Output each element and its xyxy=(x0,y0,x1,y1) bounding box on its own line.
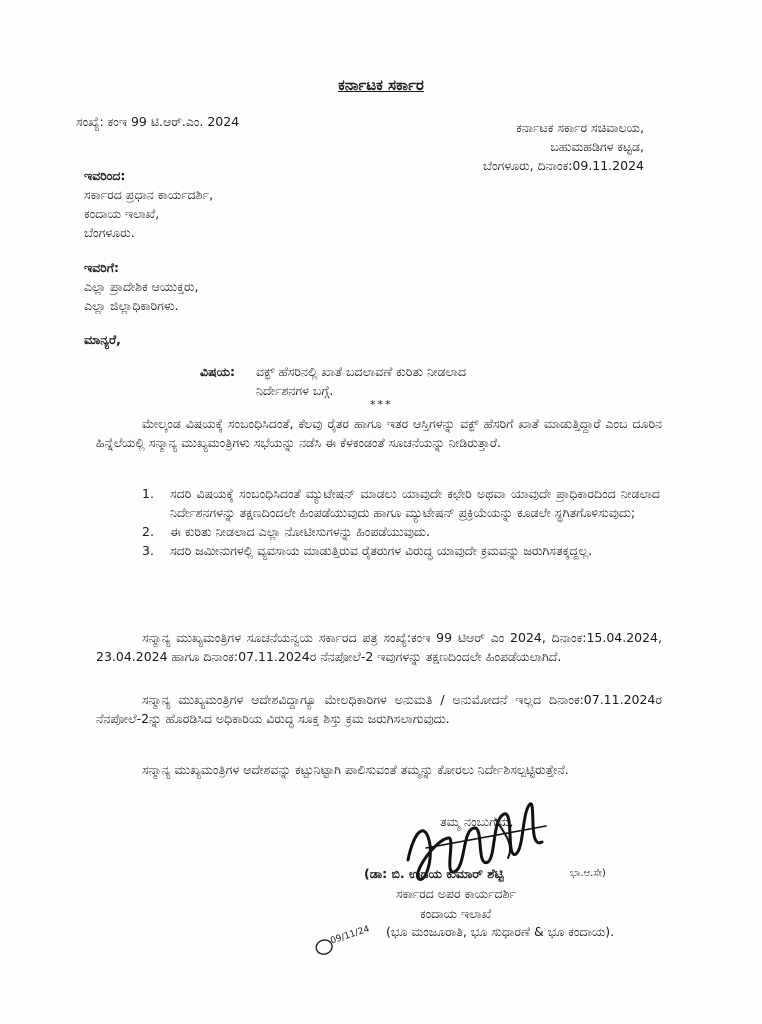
to-line-1: ಎಲ್ಲಾ ಪ್ರಾದೇಶಿಕ ಆಯುಕ್ತರು, xyxy=(84,279,199,294)
from-line-2: ಕಂದಾಯ ಇಲಾಖೆ, xyxy=(84,206,160,221)
signatory-service: ಭಾ.ಆ.ಸೇ) xyxy=(570,868,606,879)
directive-paragraph: ಸನ್ಮಾನ್ಯ ಮುಖ್ಯಮಂತ್ರಿಗಳ ಆದೇಶವನ್ನು ಕಟ್ಟುನಿಟ್ಟಾಗಿ ಪಾಲಿಸುವಂತೆ ತಮ್ಮನ್ನು ಕೋರಲು ನಿರ್ದೇಶಿಸಲ್ಪಟ್ಟಿರುತ್ತೇನೆ. xyxy=(142,762,569,777)
page-title: ಕರ್ನಾಟಕ ಸರ್ಕಾರ xyxy=(338,76,424,94)
office-address xyxy=(400,118,644,175)
to-block xyxy=(84,258,198,315)
list-item-number: 3. xyxy=(142,543,154,558)
withdrawal-paragraph: ಸನ್ಮಾನ್ಯ ಮುಖ್ಯಮಂತ್ರಿಗಳ ಸೂಚನೆಯನ್ವಯ ಸರ್ಕಾರದ ಪತ್ರ ಸಂಖ್ಯೆ:ಕಂಇ 99 ಟಿಆರ್ ಎಂ 2024, ದಿನಾಂಕ:15.04.2024, 23.04.2024 ಹಾಗೂ ದಿನಾಂಕ:07.11.2024ರ ನೆನಪೋಲೆ-2 ಇವುಗಳನ್ನು ತಕ್ಷಣದಿಂದಲೇ ಹಿಂಪಡೆಯಲಾಗಿದೆ. xyxy=(96,630,662,664)
signatory-name: (ಡಾ: ಬಿ. ಉದಯ ಕುಮಾರ್ ಶೆಟ್ಟಿ xyxy=(364,866,504,881)
list-item-text: ಸದರಿ ವಿಷಯಕ್ಕೆ ಸಂಬಂಧಿಸಿದಂತೆ ಮ್ಯುಟೇಷನ್ ಮಾಡಲು ಯಾವುದೇ ಕಛೇರಿ ಅಥವಾ ಯಾವುದೇ ಪ್ರಾಧಿಕಾರದಿಂದ ನೀಡಲಾದ ನಿರ್ದೇಶನಗಳನ್ನು ತಕ್ಷಣದಿಂದಲೇ ಹಿಂಪಡೆಯುವುದು ಹಾಗೂ ಮ್ಯುಟೇಷನ್ ಪ್ರಕ್ರಿಯೆಯನ್ನು ಕೂಡಲೇ ಸ್ಥಗಿತಗೊಳಿಸುವುದು; xyxy=(170,486,660,520)
signatory-designation: ಸರ್ಕಾರದ ಅಪರ ಕಾರ್ಯದರ್ಶಿ xyxy=(396,886,516,901)
list-item xyxy=(142,541,660,560)
initial-stamp-date: 09/11/24 xyxy=(329,924,371,947)
reference-number: ಸಂಖ್ಯೆ: ಕಂಇ 99 ಟಿ.ಆರ್.ಎಂ. 2024 xyxy=(76,114,240,129)
list-item xyxy=(142,484,660,522)
subject-label: ವಿಷಯ: xyxy=(200,364,235,379)
salutation: ಮಾನ್ಯರೆ, xyxy=(84,332,121,347)
to-label: ಇವರಿಗೆ: xyxy=(84,260,120,275)
initial-stamp xyxy=(311,923,369,966)
from-block xyxy=(84,166,213,242)
list-item xyxy=(142,522,660,541)
disciplinary-paragraph: ಸನ್ಮಾನ್ಯ ಮುಖ್ಯಮಂತ್ರಿಗಳ ಆದೇಶವಿದ್ದಾಗ್ಯೂ ಮೇಲಧಿಕಾರಿಗಳ ಅನುಮತಿ / ಅನುಮೋದನೆ ಇಲ್ಲದ ದಿನಾಂಕ:07.11.2024ರ ನೆನಪೋಲೆ-2ನ್ನು ಹೊರಡಿಸಿದ ಅಧಿಕಾರಿಯ ವಿರುದ್ಧ ಸೂಕ್ತ ಶಿಸ್ತು ಕ್ರಮ ಜರುಗಿಸಲಾಗುವುದು. xyxy=(96,692,662,726)
office-address-line-1: ಕರ್ನಾಟಕ ಸರ್ಕಾರ ಸಚಿವಾಲಯ, xyxy=(516,120,644,135)
separator-stars: *** xyxy=(370,398,393,411)
from-label: ಇವರಿಂದ: xyxy=(84,168,126,183)
intro-paragraph: ಮೇಲ್ಕಂಡ ವಿಷಯಕ್ಕೆ ಸಂಬಂಧಿಸಿದಂತೆ, ಕೆಲವು ರೈತರ ಹಾಗೂ ಇತರ ಆಸ್ತಿಗಳನ್ನು ವಕ್ಫ್ ಹೆಸರಿಗೆ ಖಾತೆ ಮಾಡುತ್ತಿದ್ದಾರೆ ಎಂಬ ದೂರಿನ ಹಿನ್ನೆಲೆಯಲ್ಲಿ ಸನ್ಮಾನ್ಯ ಮುಖ್ಯಮಂತ್ರಿಗಳು ಸಭೆಯನ್ನು ನಡೆಸಿ ಈ ಕೆಳಕಂಡಂತೆ ಸೂಚನೆಯನ್ನು ನೀಡಿರುತ್ತಾರೆ. xyxy=(96,416,662,450)
signatory-subdepartment: (ಭೂ ಮಂಜೂರಾತಿ, ಭೂ ಸುಧಾರಣೆ & ಭೂ ಕಂದಾಯ). xyxy=(386,924,615,939)
yours-faithfully: ತಮ್ಮ ನಂಬುಗೆಯ, xyxy=(440,814,514,829)
directive-list xyxy=(142,484,660,560)
office-address-line-3: ಬೆಂಗಳೂರು, ದಿನಾಂಕ:09.11.2024 xyxy=(482,158,644,173)
list-item-text: ಸದರಿ ಜಮೀನುಗಳಲ್ಲಿ ವ್ಯವಸಾಯ ಮಾಡುತ್ತಿರುವ ರೈತರುಗಳ ವಿರುದ್ಧ ಯಾವುದೇ ಕ್ರಮವನ್ನು ಜರುಗಿಸತಕ್ಕದ್ದಲ್ಲ. xyxy=(170,543,593,558)
subject-line-2: ನಿರ್ದೇಶನಗಳ ಬಗ್ಗೆ. xyxy=(256,383,334,398)
office-address-line-2: ಬಹುಮಹಡಿಗಳ ಕಟ್ಟಡ, xyxy=(550,139,644,154)
to-line-2: ಎಲ್ಲಾ ಜಿಲ್ಲಾಧಿಕಾರಿಗಳು. xyxy=(84,298,179,313)
subject-line-1: ವಕ್ಫ್ ಹೆಸರಿನಲ್ಲಿ ಖಾತೆ ಬದಲಾವಣೆ ಕುರಿತು ನೀಡಲಾದ xyxy=(256,364,467,379)
signatory-department: ಕಂದಾಯ ಇಲಾಖೆ xyxy=(420,906,492,921)
list-item-number: 2. xyxy=(142,524,154,539)
from-line-1: ಸರ್ಕಾರದ ಪ್ರಧಾನ ಕಾರ್ಯದರ್ಶಿ, xyxy=(84,187,214,202)
list-item-text: ಈ ಕುರಿತು ನೀಡಲಾದ ಎಲ್ಲಾ ನೋಟೀಸುಗಳನ್ನು ಹಿಂಪಡೆಯುವುದು. xyxy=(170,524,430,539)
from-line-3: ಬೆಂಗಳೂರು. xyxy=(84,225,135,240)
list-item-number: 1. xyxy=(142,486,154,501)
